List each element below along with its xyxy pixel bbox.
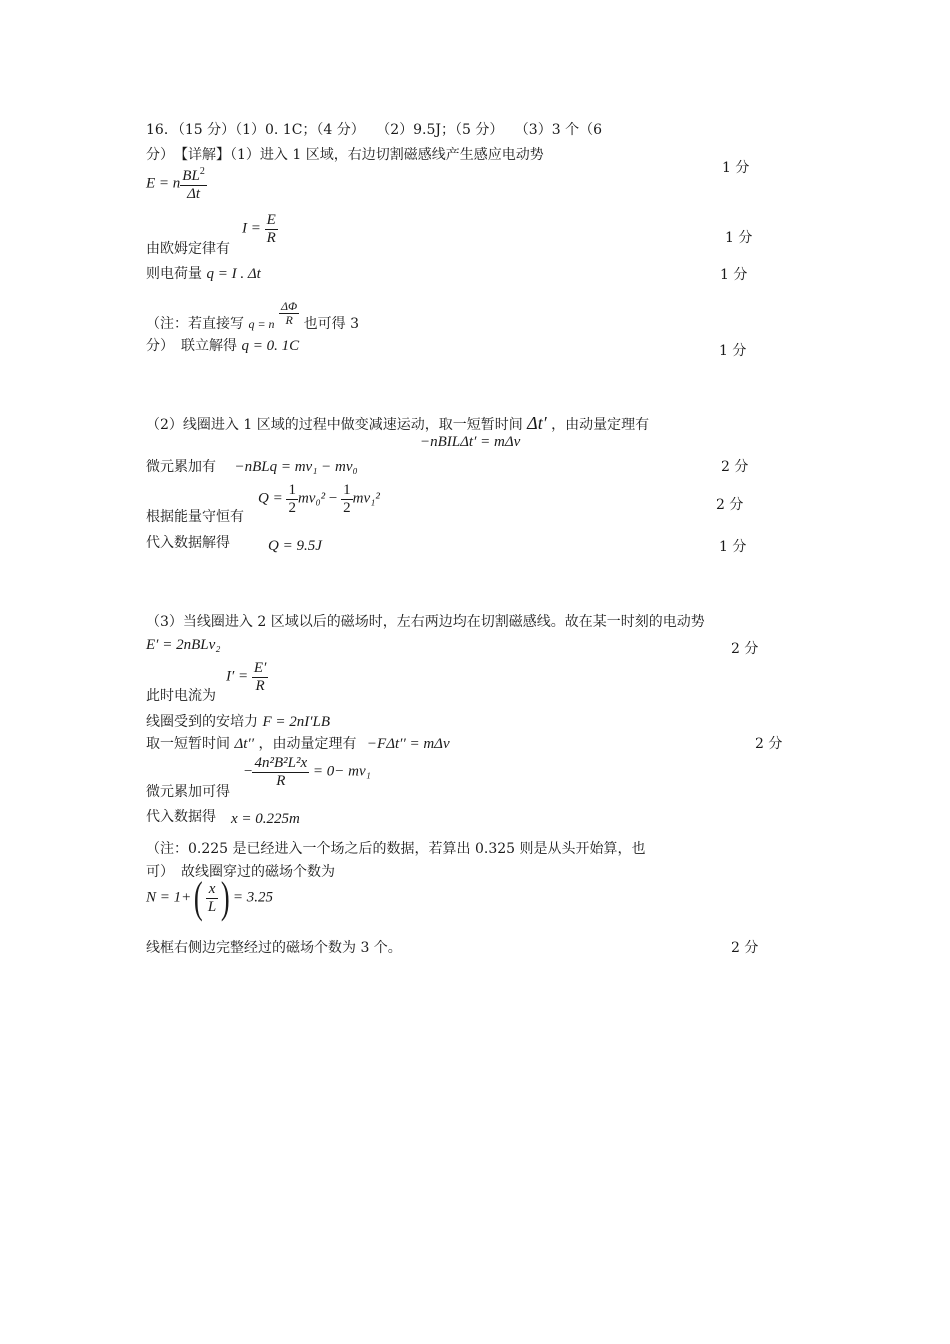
part3-intro: （3）当线圈进入 2 区域以后的磁场时，左右两边均在切割磁感线。故在某一时刻的电动势 bbox=[146, 614, 705, 630]
charge-result-line bbox=[146, 335, 299, 355]
part2-intro-suffix: ，由动量定理有 bbox=[551, 417, 650, 433]
sum-equation: −nBLq = mv₁ − mv₀ bbox=[234, 459, 358, 475]
impulse-label: 取一短暂时间 bbox=[146, 736, 230, 752]
current-denominator: R bbox=[255, 677, 265, 694]
part2-intro-text: （2）线圈进入 1 区域的过程中做变减速运动，取一短暂时间 bbox=[146, 417, 523, 433]
score-label: 1 分 bbox=[719, 343, 747, 359]
current-lhs: I′ = bbox=[226, 668, 249, 685]
heat-result: Q = 9.5J bbox=[268, 538, 322, 554]
half-denominator: 2 bbox=[343, 499, 351, 516]
ohm-lhs: I = bbox=[242, 220, 261, 237]
sum-line bbox=[146, 456, 358, 476]
emf-numerator: BL bbox=[182, 168, 200, 184]
current-numerator: E′ bbox=[253, 660, 267, 676]
impulse-line bbox=[146, 733, 450, 753]
emf-formula: E = n $\frac{BL^2}{\Delta t}$ bbox=[146, 166, 205, 202]
sum3-numerator: 4n²B²L²x bbox=[254, 755, 308, 771]
ohm-numerator: E bbox=[266, 212, 276, 228]
half-numerator: 1 bbox=[288, 482, 296, 498]
displacement-result: x = 0.225m bbox=[231, 811, 300, 827]
note-denominator: R bbox=[285, 313, 293, 328]
note-suffix: 也可得 3 bbox=[303, 315, 360, 332]
current-label: 此时电流为 bbox=[146, 688, 216, 704]
charge-result: q = 0. 1C bbox=[241, 338, 300, 354]
energy-label: 根据能量守恒有 bbox=[146, 509, 244, 525]
emf-lhs: E = n bbox=[146, 175, 181, 192]
impulse-mid: ，由动量定理有 bbox=[258, 736, 357, 752]
sum-label: 微元累加有 bbox=[146, 459, 216, 475]
energy-formula bbox=[258, 482, 380, 516]
sum3-minus: − bbox=[244, 763, 253, 780]
force-equation: F = 2nI′LB bbox=[262, 714, 331, 730]
detail-intro-line: 分） 【详解】（1）进入 1 区域，右边切割磁感线产生感应电动势 bbox=[146, 147, 544, 163]
sum3-rhs: = 0− mv₁ bbox=[312, 763, 371, 780]
score-label: 2 分 bbox=[721, 459, 749, 475]
ohm-label: 由欧姆定律有 bbox=[146, 241, 230, 257]
charge-line bbox=[146, 263, 261, 283]
energy-term1: mv₀² bbox=[297, 490, 326, 507]
charge-formula: q = I . Δt bbox=[206, 266, 261, 282]
result-prefix: 分） 联立解得 bbox=[146, 338, 237, 354]
half-numerator: 1 bbox=[343, 482, 351, 498]
sum3-denominator: R bbox=[276, 772, 286, 789]
energy-term2: mv₁² bbox=[352, 490, 380, 507]
impulse-equation: −FΔt′′ = mΔv bbox=[366, 736, 450, 752]
conclusion: 线框右侧边完整经过的磁场个数为 3 个。 bbox=[146, 940, 402, 956]
emf-denominator: Δt bbox=[187, 185, 201, 202]
answer-summary-line: 16．（15 分）（1）0. 1C；（4 分） （2）9.5J；（5 分） （3）3 个（6 bbox=[146, 122, 602, 138]
count-numerator: x bbox=[206, 881, 218, 899]
charge-label: 则电荷量 bbox=[146, 266, 202, 282]
note3-line1: （注：0.225 是已经进入一个场之后的数据，若算出 0.325 则是从头开始算，也 bbox=[146, 841, 646, 857]
emf2-equation: E′ = 2nBLv₂ bbox=[146, 637, 221, 653]
current-formula bbox=[226, 660, 268, 694]
count-denominator: L bbox=[207, 898, 217, 915]
momentum-equation: −nBILΔt′ = mΔv bbox=[420, 434, 521, 450]
part2-intro bbox=[146, 413, 649, 434]
score-label: 1 分 bbox=[720, 267, 748, 283]
delta-t-symbol: Δt′ bbox=[527, 413, 547, 433]
sum3-formula bbox=[244, 755, 371, 789]
ohm-denominator: R bbox=[266, 229, 276, 246]
count-formula: N = 1+( $\frac{x}{L}$ ) = 3.25 bbox=[146, 873, 274, 922]
note-prefix: （注：若直接写 bbox=[146, 315, 244, 332]
score-label: 2 分 bbox=[731, 940, 759, 956]
score-label: 2 分 bbox=[716, 497, 744, 513]
count-rhs: = 3.25 bbox=[232, 889, 274, 906]
note-formula: q = n bbox=[248, 316, 275, 331]
part2-sub-label: 代入数据解得 bbox=[146, 535, 230, 551]
count-lhs: N = 1+ bbox=[146, 889, 192, 906]
force-line bbox=[146, 711, 330, 731]
score-label: 2 分 bbox=[731, 641, 759, 657]
note3-line2: 可） 故线圈穿过的磁场个数为 bbox=[146, 864, 335, 880]
score-label: 2 分 bbox=[755, 736, 783, 752]
half-denominator: 2 bbox=[288, 499, 296, 516]
score-label: 1 分 bbox=[719, 539, 747, 555]
score-label: 1 分 bbox=[722, 160, 750, 176]
note-numerator: ΔΦ bbox=[281, 299, 298, 313]
note-line bbox=[146, 290, 360, 332]
part3-sub-label: 代入数据得 bbox=[146, 809, 216, 825]
sum3-label: 微元累加可得 bbox=[146, 784, 230, 800]
score-label: 1 分 bbox=[725, 230, 753, 246]
energy-minus: − bbox=[328, 490, 338, 507]
energy-lhs: Q = bbox=[258, 490, 283, 507]
force-label: 线圈受到的安培力 bbox=[146, 714, 258, 730]
impulse-dt: Δt′′ bbox=[234, 736, 254, 752]
ohm-formula bbox=[242, 212, 278, 246]
